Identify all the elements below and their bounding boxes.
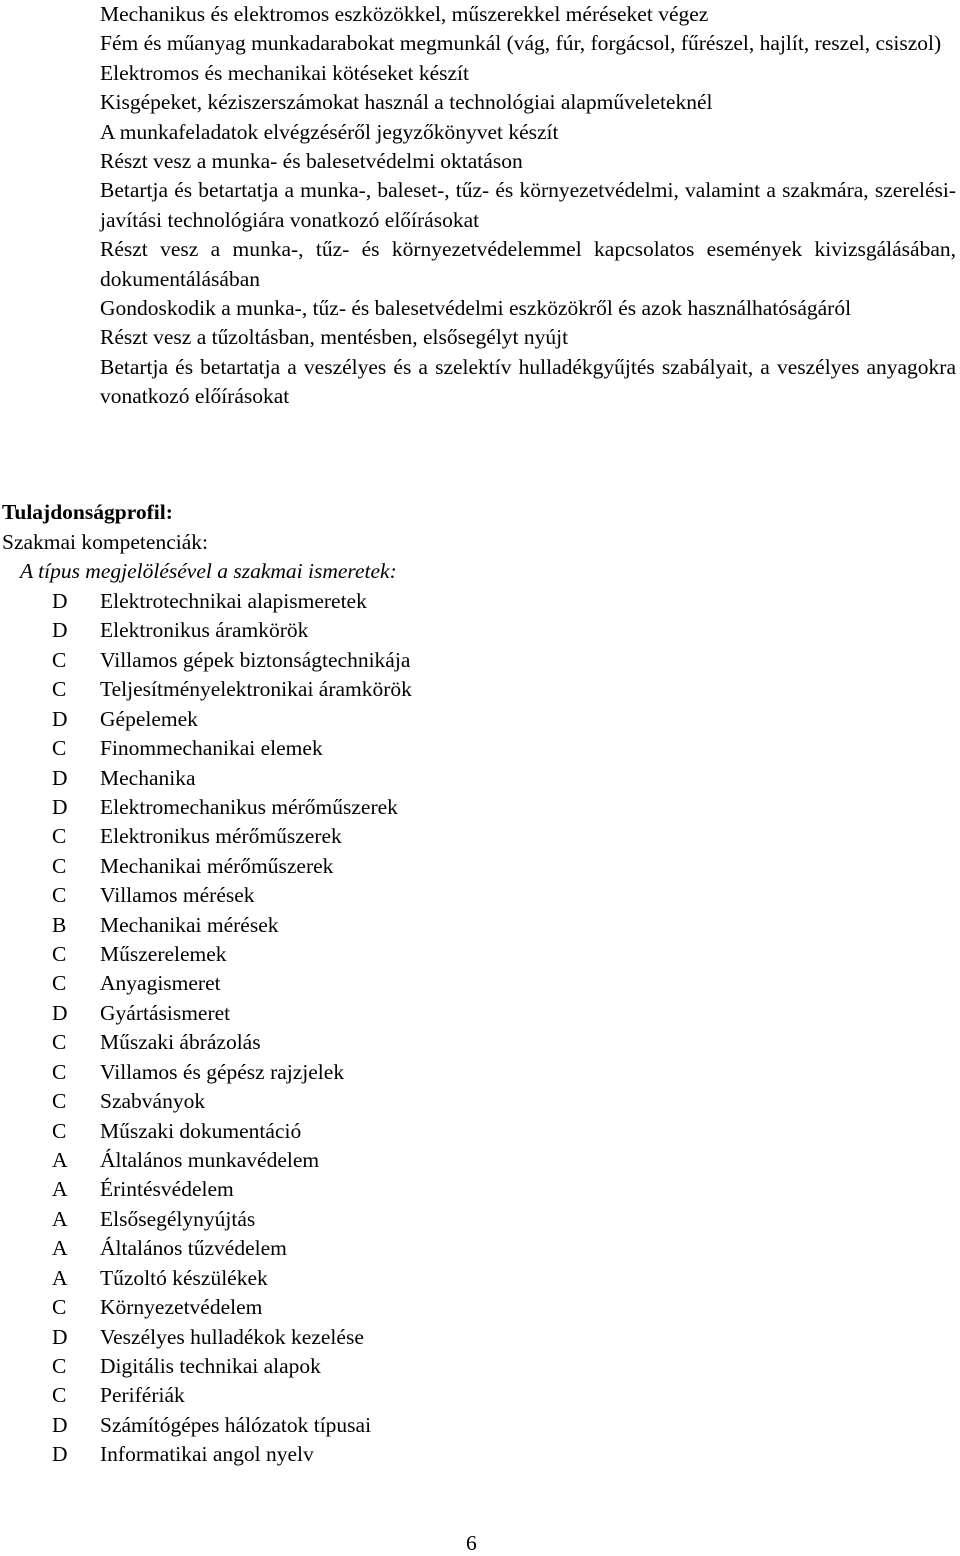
competency-name: Villamos mérések (100, 883, 255, 908)
competency-name: Gyártásismeret (100, 1000, 231, 1025)
competency-row (0, 1205, 960, 1234)
competency-name: Érintésvédelem (100, 1177, 234, 1202)
competency-name: Finommechanikai elemek (100, 736, 323, 761)
competency-row (0, 616, 960, 645)
competency-type-code: A (52, 1236, 68, 1261)
competency-row (0, 764, 960, 793)
competency-name: Elektromechanikus mérőműszerek (100, 794, 398, 819)
competency-type-code: C (52, 824, 67, 849)
competency-type-code: D (52, 1442, 68, 1467)
competency-row (0, 822, 960, 851)
competency-row (0, 1381, 960, 1410)
competency-type-code: D (52, 618, 68, 643)
competency-type-code: D (52, 765, 68, 790)
competency-row (0, 1234, 960, 1263)
competency-row (0, 999, 960, 1028)
duty-item: Betartja és betartatja a munka-, baleset-, tűz- és környezetvédelmi, valamint a szakmára, szerelési-javítási technológiára vonatkozó előírásokat (100, 178, 956, 232)
competency-row (0, 1352, 960, 1381)
competency-name: Általános munkavédelem (100, 1148, 320, 1173)
competency-name: Mechanikai mérőműszerek (100, 853, 334, 878)
competency-type-code: C (52, 1295, 67, 1320)
competency-name: Műszerelemek (100, 942, 227, 967)
section-title: Tulajdonságprofil: (2, 500, 173, 524)
competency-type-code: B (52, 912, 67, 937)
competency-name: Mechanika (100, 765, 196, 790)
competency-type-code: D (52, 1412, 68, 1437)
competency-row (0, 969, 960, 998)
competency-row (0, 1264, 960, 1293)
duty-item: Gondoskodik a munka-, tűz- és balesetvédelmi eszközökről és azok használhatóságáról (100, 296, 852, 321)
duty-item: Elektromos és mechanikai kötéseket készít (100, 60, 469, 85)
page-number: 6 (466, 1531, 477, 1555)
duty-item: Mechanikus és elektromos eszközökkel, műszerekkel méréseket végez (100, 2, 709, 26)
competency-name: Elektronikus áramkörök (100, 618, 309, 643)
duty-item: Részt vesz a tűzoltásban, mentésben, elsősegélyt nyújt (100, 325, 569, 350)
competency-row (0, 587, 960, 616)
competency-name: Anyagismeret (100, 971, 221, 996)
competency-row (0, 1293, 960, 1322)
section-subtitle: Szakmai kompetenciák: (2, 530, 208, 554)
competency-row (0, 646, 960, 675)
competency-name: Számítógépes hálózatok típusai (100, 1412, 372, 1437)
competency-name: Teljesítményelektronikai áramkörök (100, 677, 412, 702)
competency-name: Perifériák (100, 1383, 185, 1408)
competency-type-code: C (52, 677, 67, 702)
competency-row (0, 793, 960, 822)
competency-name: Általános tűzvédelem (100, 1236, 287, 1261)
competency-type-code: D (52, 1000, 68, 1025)
competency-type-code: A (52, 1177, 68, 1202)
competency-type-code: C (52, 853, 67, 878)
competency-name: Villamos és gépész rajzjelek (100, 1059, 345, 1084)
competency-name: Szabványok (100, 1089, 206, 1114)
competency-row (0, 1087, 960, 1116)
competency-row (0, 940, 960, 969)
competency-type-code: C (52, 1059, 67, 1084)
competency-type-code: C (52, 1118, 67, 1143)
competency-row (0, 1411, 960, 1440)
competency-row (0, 734, 960, 763)
competency-type-code: A (52, 1148, 68, 1173)
competency-row (0, 911, 960, 940)
duty-item: Részt vesz a munka- és balesetvédelmi oktatáson (100, 149, 523, 174)
competency-name: Elektronikus mérőműszerek (100, 824, 342, 849)
competency-row (0, 1058, 960, 1087)
competency-row (0, 1440, 960, 1469)
competency-row (0, 675, 960, 704)
type-label: A típus megjelölésével a szakmai ismeretek: (20, 559, 397, 583)
competency-name: Elektrotechnikai alapismeretek (100, 589, 367, 613)
duty-item: Részt vesz a munka-, tűz- és környezetvédelemmel kapcsolatos események kivizsgálásában, dokumentálásában (100, 237, 956, 291)
competency-name: Villamos gépek biztonságtechnikája (100, 647, 411, 672)
competency-type-code: C (52, 1353, 67, 1378)
competency-type-code: C (52, 736, 67, 761)
competency-name: Műszaki dokumentáció (100, 1118, 302, 1143)
duty-item: A munkafeladatok elvégzéséről jegyzőkönyvet készít (100, 119, 559, 144)
competency-row (0, 1028, 960, 1057)
duty-list (100, 0, 956, 412)
competency-type-code: D (52, 706, 68, 731)
competency-type-code: C (52, 1089, 67, 1114)
competency-type-code: C (52, 647, 67, 672)
competency-name: Informatikai angol nyelv (100, 1442, 314, 1467)
competency-type-code: A (52, 1206, 68, 1231)
competency-type-code: C (52, 942, 67, 967)
competency-type-code: D (52, 1324, 68, 1349)
duty-item: Fém és műanyag munkadarabokat megmunkál (vág, fúr, forgácsol, fűrészel, hajlít, reszel, csiszol) (100, 31, 942, 56)
competency-type-code: C (52, 971, 67, 996)
competency-type-code: A (52, 1265, 68, 1290)
competency-name: Tűzoltó készülékek (100, 1265, 268, 1290)
duty-item: Kisgépeket, kéziszerszámokat használ a technológiai alapműveleteknél (100, 90, 713, 115)
competency-name: Gépelemek (100, 706, 198, 731)
competency-row (0, 1323, 960, 1352)
competency-name: Mechanikai mérések (100, 912, 279, 937)
competency-type-code: D (52, 794, 68, 819)
competency-type-code: C (52, 883, 67, 908)
competency-row (0, 1175, 960, 1204)
competency-row (0, 1146, 960, 1175)
competency-row (0, 881, 960, 910)
competency-name: Elsősegélynyújtás (100, 1206, 256, 1231)
competency-type-code: D (52, 589, 68, 613)
competency-row (0, 705, 960, 734)
competency-name: Környezetvédelem (100, 1295, 263, 1320)
competency-type-code: C (52, 1383, 67, 1408)
competency-name: Műszaki ábrázolás (100, 1030, 261, 1055)
competency-name: Digitális technikai alapok (100, 1353, 321, 1378)
competency-type-code: C (52, 1030, 67, 1055)
competency-name: Veszélyes hulladékok kezelése (100, 1324, 364, 1349)
competency-row (0, 1117, 960, 1146)
duty-item: Betartja és betartatja a veszélyes és a szelektív hulladékgyűjtés szabályait, a veszélyes anyagokra vonatkozó előírásokat (100, 354, 956, 409)
competency-list (0, 587, 960, 1470)
competency-row (0, 852, 960, 881)
